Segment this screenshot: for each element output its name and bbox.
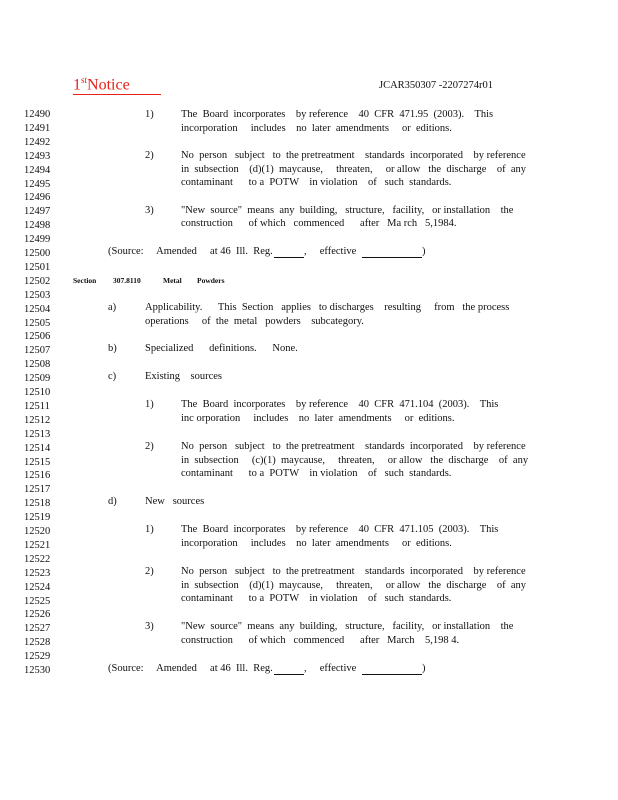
line-number: 12495 (24, 178, 51, 190)
text-line: construction of which commenced after March 5,198 4. (181, 635, 460, 646)
text-line: in subsection (d)(1) maycause, threaten, or allow the discharge of any (181, 164, 527, 175)
line-number: 12515 (24, 456, 51, 468)
document-id: JCAR350307 -2207274r01 (379, 80, 494, 91)
notice-number: 1 (73, 76, 81, 94)
line-number: 12504 (24, 303, 51, 315)
line-number: 12528 (24, 637, 51, 649)
line-number: 12509 (24, 373, 51, 385)
section-title: Powders (197, 276, 225, 285)
text-line: incorporation includes no later amendments or editions. (181, 538, 452, 549)
line-number: 12530 (24, 665, 51, 676)
text-line: in subsection (d)(1) maycause, threaten, or allow the discharge of any (181, 580, 527, 591)
source-note: , effective (304, 246, 357, 257)
text-line: construction of which commenced after Ma rch 5,1984. (181, 218, 457, 229)
line-number: 12525 (24, 595, 51, 607)
line-number: 12510 (24, 387, 51, 398)
text-line: The Board incorporates by reference 40 CFR 471.104 (2003). This (181, 399, 499, 410)
notice-heading (73, 75, 130, 94)
section-number: 307.8110 (113, 276, 141, 285)
line-number: 12493 (24, 150, 51, 162)
reg-blank (274, 664, 304, 675)
text-line: New sources (145, 496, 205, 507)
item-number: 3) (145, 621, 154, 632)
text-line: "New source" means any building, structure, facility, or installation the (181, 621, 514, 632)
source-note: , effective (304, 663, 357, 674)
line-number: 12508 (24, 359, 51, 371)
item-number: 1) (145, 399, 154, 410)
reg-blank (274, 247, 304, 258)
line-number: 12512 (24, 414, 51, 426)
line-number: 12501 (24, 261, 51, 273)
notice-underline (73, 94, 161, 95)
line-number: 12499 (24, 234, 51, 246)
source-note: ) (422, 246, 426, 257)
text-line: Applicability. This Section applies to discharges resulting from the process (145, 302, 510, 313)
source-note: ) (422, 663, 426, 674)
text-line: Specialized definitions. None. (145, 343, 298, 354)
line-number: 12523 (24, 567, 51, 579)
line-number: 12498 (24, 220, 51, 232)
text-line: The Board incorporates by reference 40 CFR 471.95 (2003). This (181, 109, 494, 120)
line-number: 12490 (24, 109, 51, 120)
item-number: 2) (145, 566, 154, 577)
line-number: 12514 (24, 442, 51, 454)
line-number: 12520 (24, 526, 51, 537)
item-number: 1) (145, 524, 154, 535)
line-number: 12500 (24, 248, 51, 259)
line-number: 12494 (24, 164, 51, 176)
text-line: operations of the metal powders subcategory. (145, 316, 364, 327)
effective-blank (362, 247, 422, 258)
item-number: 3) (145, 205, 154, 216)
line-number: 12521 (24, 539, 51, 551)
line-number: 12526 (24, 609, 51, 621)
text-line: contaminant to a POTW in violation of such standards. (181, 593, 452, 604)
line-number: 12507 (24, 345, 51, 357)
text-line: contaminant to a POTW in violation of such standards. (181, 468, 452, 479)
effective-blank (362, 664, 422, 675)
text-line: incorporation includes no later amendments or editions. (181, 123, 452, 134)
subsection-letter: a) (108, 302, 117, 313)
line-number: 12502 (24, 275, 51, 287)
line-number: 12491 (24, 122, 51, 134)
item-number: 1) (145, 109, 154, 120)
text-line: Existing sources (145, 371, 222, 382)
section-label: Section (73, 276, 97, 285)
subsection-letter: d) (108, 496, 117, 507)
text-line: No person subject to the pretreatment standards incorporated by reference (181, 150, 526, 161)
line-number: 12496 (24, 192, 51, 204)
subsection-letter: b) (108, 343, 117, 354)
line-number: 12505 (24, 317, 51, 329)
text-line: inc orporation includes no later amendments or editions. (181, 413, 455, 424)
line-number: 12506 (24, 331, 51, 343)
line-number: 12527 (24, 623, 51, 635)
line-number: 12516 (24, 470, 51, 482)
notice-word: Notice (87, 76, 130, 94)
text-line: in subsection (c)(1) maycause, threaten, or allow the discharge of any (181, 455, 529, 466)
line-number: 12492 (24, 136, 51, 148)
text-line: No person subject to the pretreatment standards incorporated by reference (181, 566, 526, 577)
source-note: (Source: Amended at 46 Ill. Reg. (108, 663, 273, 674)
source-note: (Source: Amended at 46 Ill. Reg. (108, 246, 273, 257)
line-number: 12503 (24, 289, 51, 301)
line-number: 12524 (24, 581, 51, 593)
line-number: 12518 (24, 498, 51, 510)
notice-superscript: st (81, 75, 88, 85)
text-line: The Board incorporates by reference 40 CFR 471.105 (2003). This (181, 524, 499, 535)
subsection-letter: c) (108, 371, 117, 382)
line-number: 12497 (24, 206, 51, 218)
line-number: 12529 (24, 651, 51, 663)
section-title: Metal (163, 276, 182, 285)
item-number: 2) (145, 150, 154, 161)
line-number: 12522 (24, 553, 51, 565)
text-line: No person subject to the pretreatment standards incorporated by reference (181, 441, 526, 452)
item-number: 2) (145, 441, 154, 452)
text-line: "New source" means any building, structure, facility, or installation the (181, 205, 514, 216)
line-number: 12511 (24, 400, 50, 412)
line-number: 12513 (24, 428, 51, 440)
line-number: 12517 (24, 484, 51, 496)
line-number: 12519 (24, 512, 51, 524)
text-line: contaminant to a POTW in violation of such standards. (181, 177, 452, 188)
